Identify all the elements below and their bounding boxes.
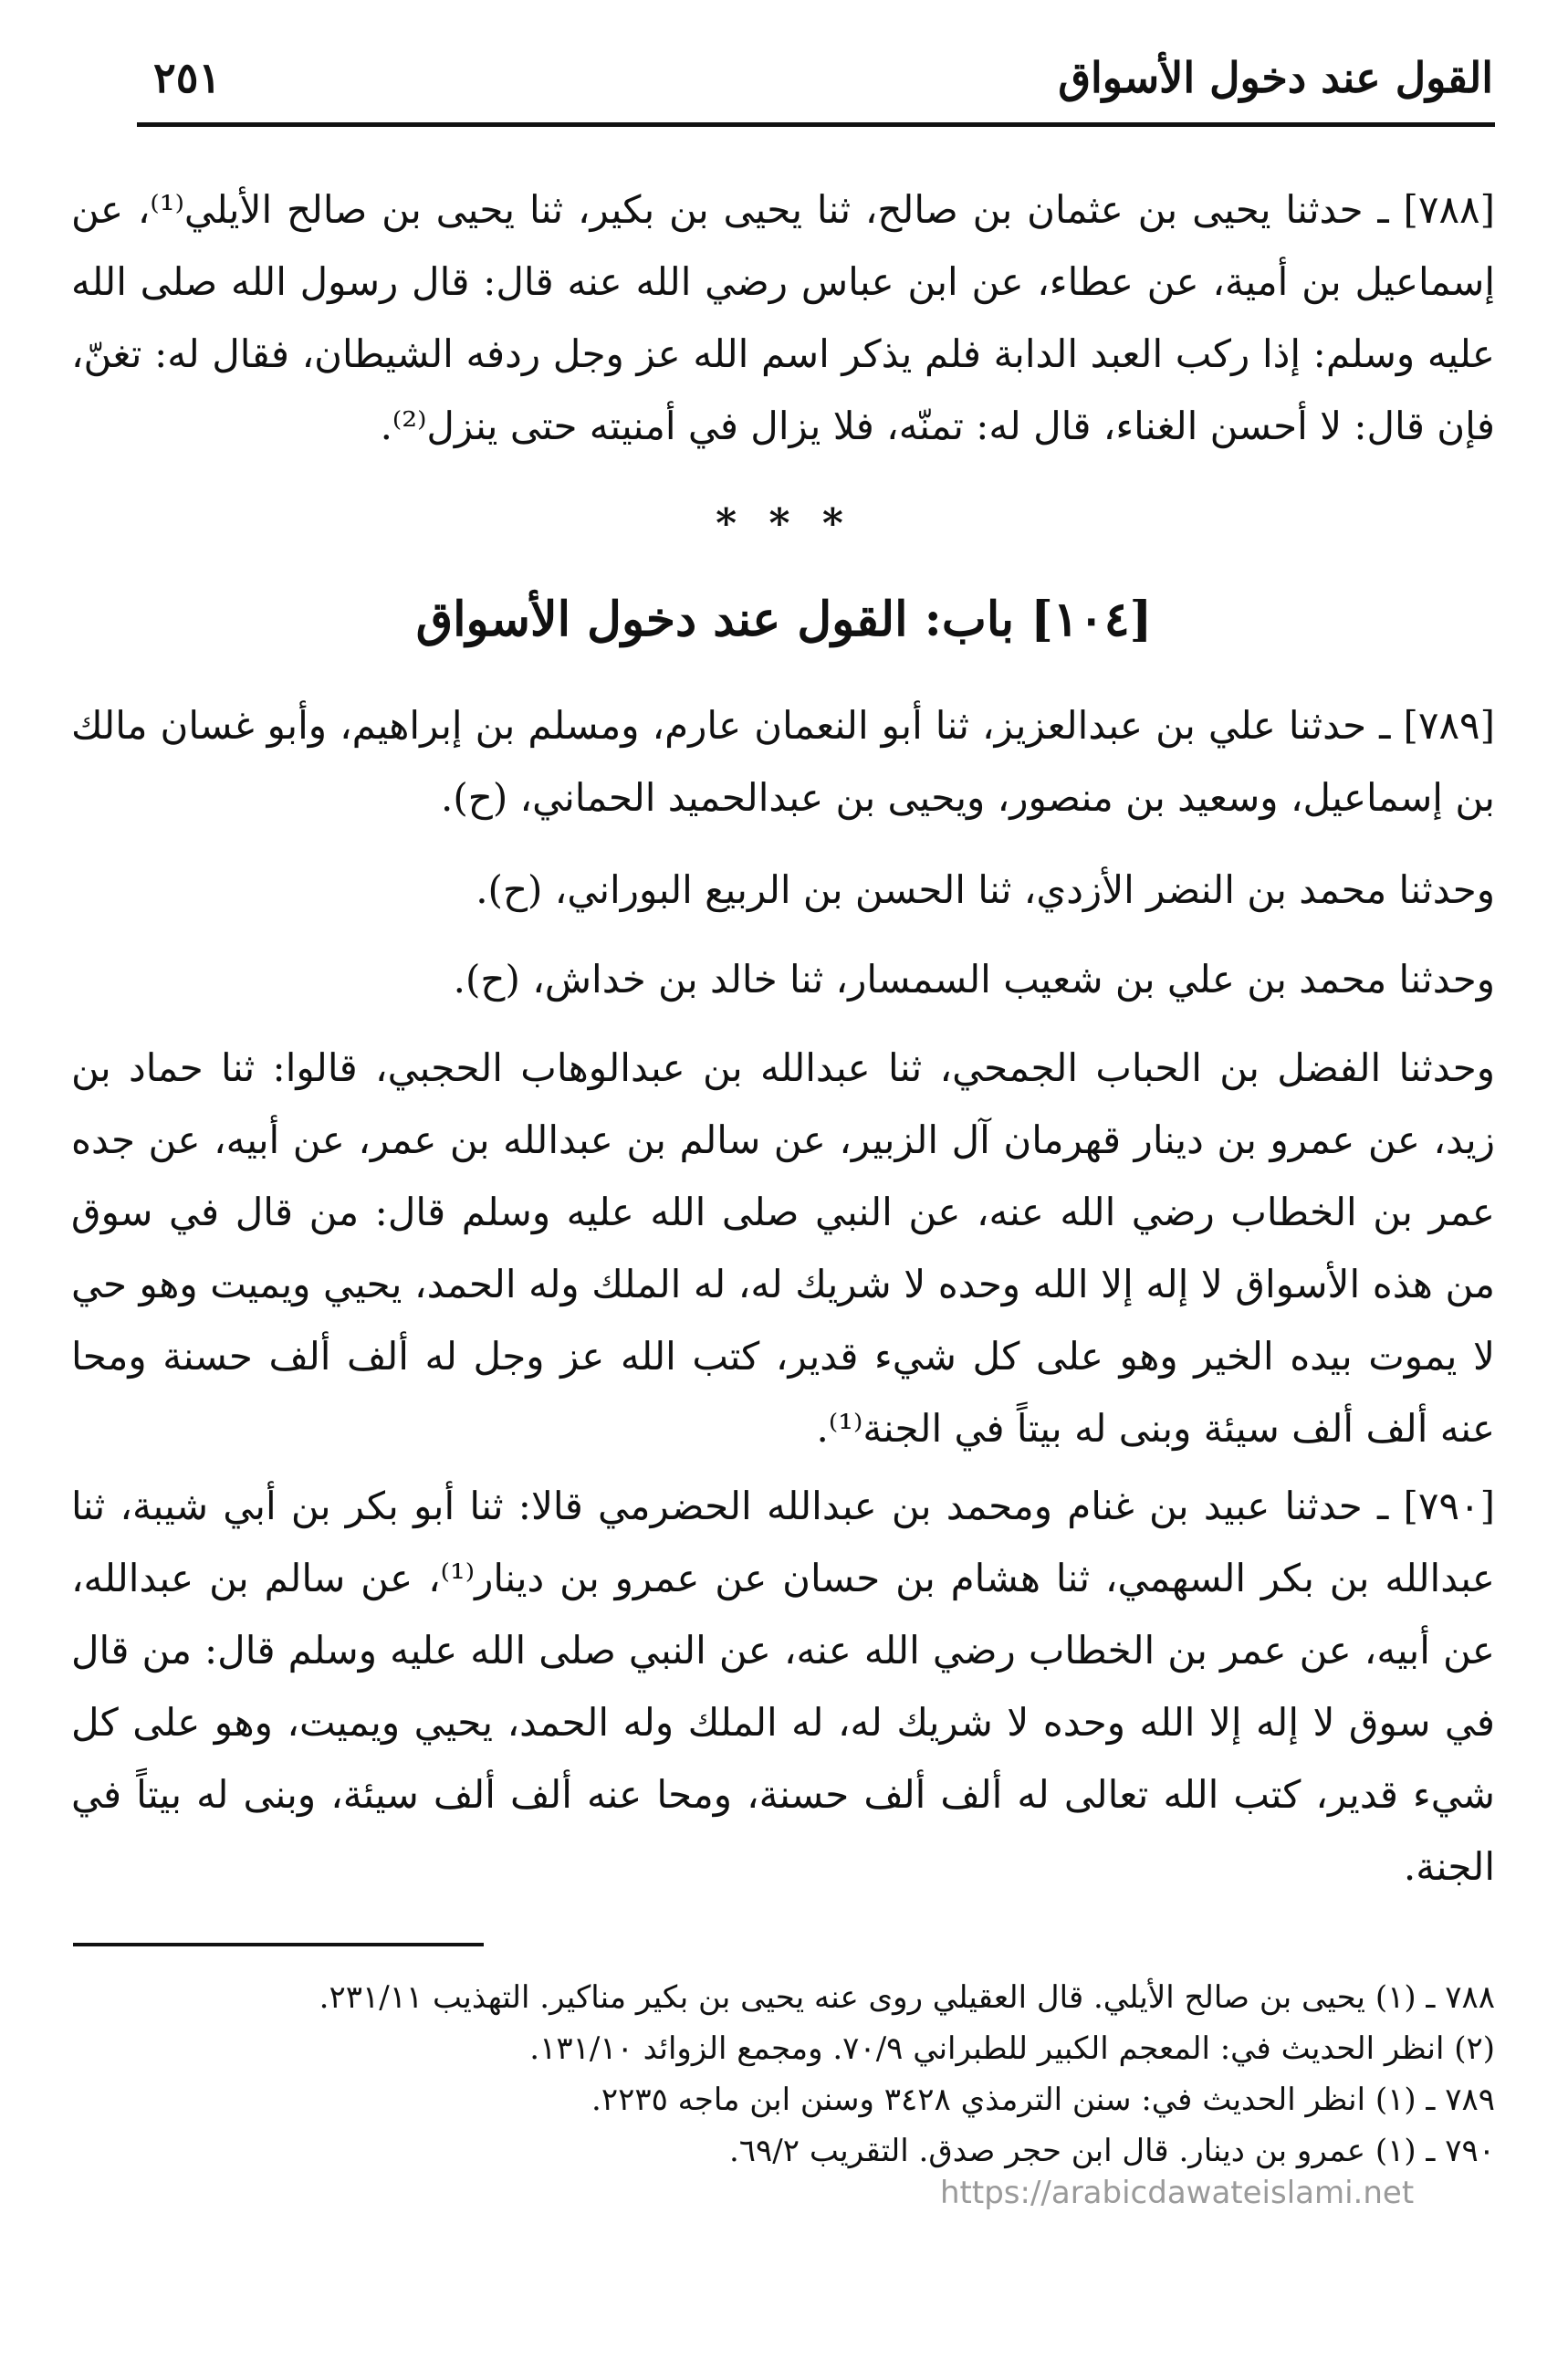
hadith-790: [٧٩٠] ـ حدثنا عبيد بن غنام ومحمد بن عبدالله الحضرمي قالا: ثنا أبو بكر بن أبي شيبة، ثنا عبدالله بن بكر السهمي، ثنا هشام بن حسان عن عمرو بن دينار⁽¹⁾، عن سالم بن عبدالله، عن أبيه، عن عمر بن الخطاب رضي الله عنه، عن النبي صلى الله عليه وسلم قال: من قال في سوق لا إله إلا الله وحده لا شريك له، له الملك وله الحمد، يحيي ويميت، وهو على كل شيء قدير، كتب الله تعالى له ألف ألف حسنة، ومحا عنه ألف ألف سيئة، وبنى له بيتاً في الجنة. [71,1484,1495,1889]
hadith-789-text: وحدثنا الفضل بن الحباب الجمحي، ثنا عبدالله بن عبدالوهاب الحجبي، قالوا: ثنا حماد بن زيد، عن عمرو بن دينار قهرمان آل الزبير، عن سالم بن عبدالله بن عمر، عن أبيه، عن جده عمر بن الخطاب رضي الله عنه، عن النبي صلى الله عليه وسلم قال: من قال في سوق من هذه الأسواق لا إله إلا الله وحده لا شريك له، له الملك وله الحمد، يحيي ويميت وهو حي لا يموت بيده الخير وهو على كل شيء قدير، كتب الله عز وجل له ألف ألف حسنة ومحا عنه ألف ألف سيئة وبنى له بيتاً في الجنة⁽¹⁾. [71,1045,1495,1451]
hadith-789-chain-a: [٧٨٩] ـ حدثنا علي بن عبدالعزيز، ثنا أبو النعمان عارم، ومسلم بن إبراهيم، وأبو غسان مالك بن إسماعيل، وسعيد بن منصور، ويحيى بن عبدالحميد الحماني، (ح). [71,703,1495,820]
hadith-789-chain-b: وحدثنا محمد بن النضر الأزدي، ثنا الحسن بن الربيع البوراني، (ح). [476,867,1495,912]
footnote-789-1: ٧٨٩ ـ (١) انظر الحديث في: سنن الترمذي ٣٤٢٨ وسنن ابن ماجه ٢٢٣٥. [591,2082,1495,2118]
page-number: ٢٥١ [153,53,222,102]
watermark-url: https://arabicdawateislami.net [940,2175,1415,2211]
running-title: القول عند دخول الأسواق [1058,53,1493,102]
footnote-788-1: ٧٨٨ ـ (١) يحيى بن صالح الأيلي. قال العقيلي روى عنه يحيى بن بكير مناكير. التهذيب ٢٣١/١١. [319,1979,1495,2016]
section-separator: * * * [716,500,852,547]
footnote-rule [73,1943,484,1946]
footnote-788-2: (٢) انظر الحديث في: المعجم الكبير للطبراني ٧٠/٩. ومجمع الزوائد ١٣١/١٠. [529,2030,1495,2067]
hadith-789-chain-c: وحدثنا محمد بن علي بن شعيب السمسار، ثنا خالد بن خداش، (ح). [453,957,1495,1002]
footnote-790-1: ٧٩٠ ـ (١) عمرو بن دينار. قال ابن حجر صدق. التقريب ٦٩/٢. [728,2133,1495,2169]
hadith-788: [٧٨٨] ـ حدثنا يحيى بن عثمان بن صالح، ثنا يحيى بن بكير، ثنا يحيى بن صالح الأيلي⁽¹⁾، عن إسماعيل بن أمية، عن عطاء، عن ابن عباس رضي الله عنه قال: قال رسول الله صلى الله عليه وسلم: إذا ركب العبد الدابة فلم يذكر اسم الله عز وجل ردفه الشيطان، فقال له: تغنّ، فإن قال: لا أحسن الغناء، قال له: تمنّه، فلا يزال في أمنيته حتى ينزل⁽²⁾. [71,187,1495,448]
footnotes [71,1972,1495,2176]
header-rule [137,122,1495,127]
chapter-heading: [١٠٤] باب: القول عند دخول الأسواق [415,592,1153,647]
